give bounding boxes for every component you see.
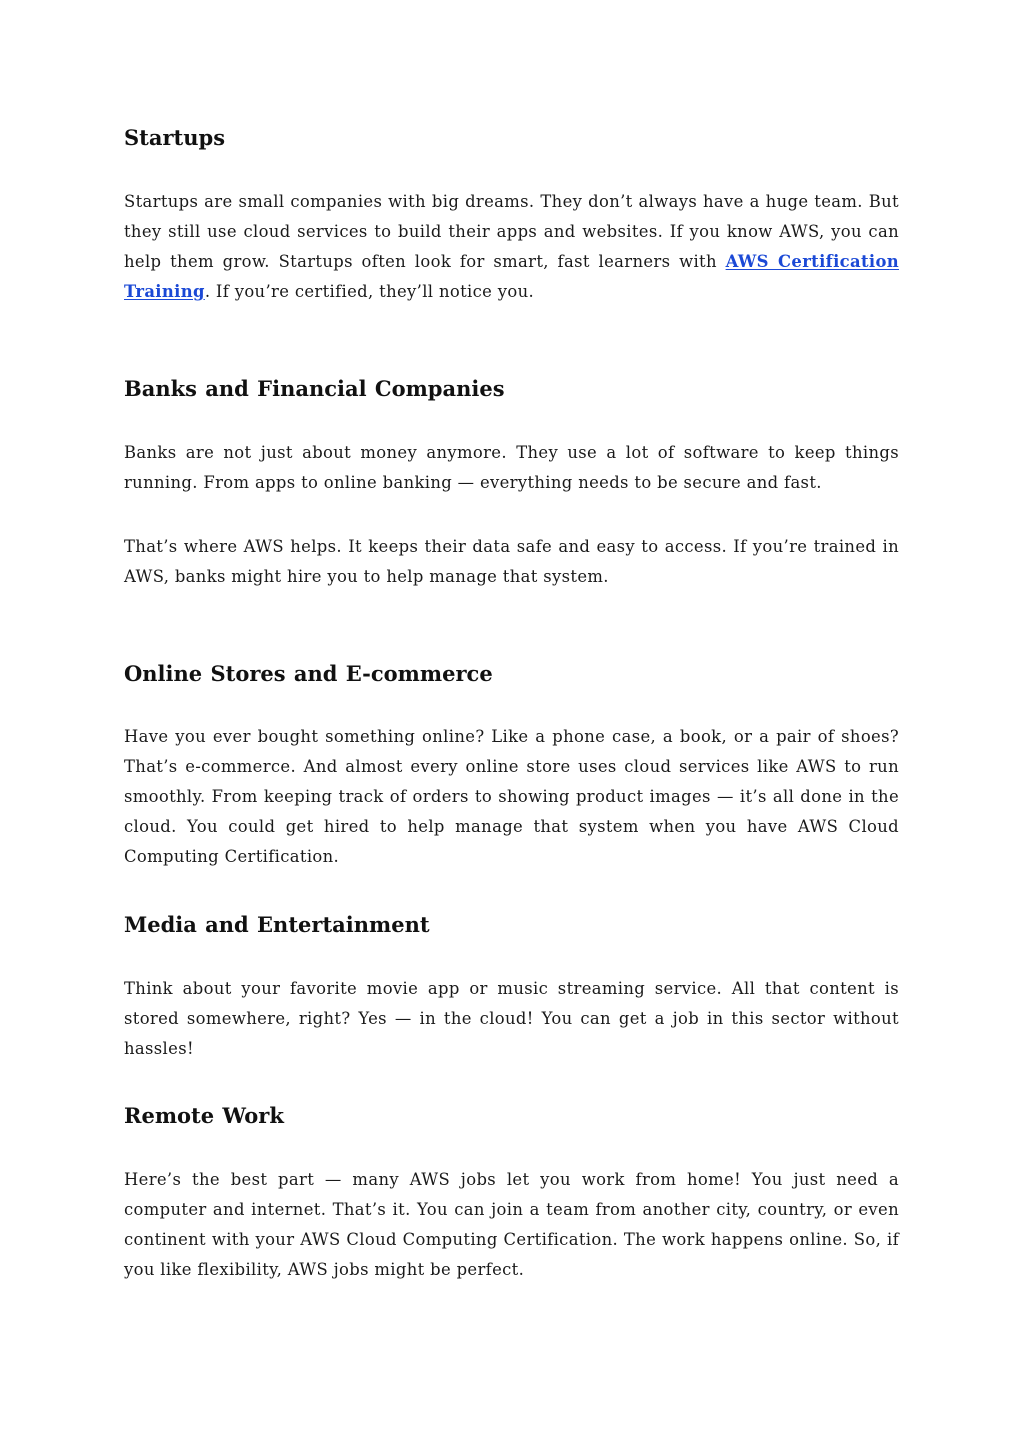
section-paragraph: Banks are not just about money anymore. They use a lot of software to keep things running. From apps to online banking — everything needs to be secure and fast. xyxy=(124,443,899,492)
section-ecommerce xyxy=(124,660,899,872)
section-heading: Remote Work xyxy=(124,1103,284,1128)
section-heading: Online Stores and E-commerce xyxy=(124,661,493,686)
section-paragraph: Here’s the best part — many AWS jobs let you work from home! You just need a computer and internet. That’s it. You can join a team from another city, country, or even continent with your AWS Cloud Computing Certification. The work happens online. So, if you like flexibility, AWS jobs might be perfect. xyxy=(124,1170,899,1279)
section-media xyxy=(124,911,899,1064)
aws-certification-training-link[interactable]: AWS Certification Training xyxy=(124,252,899,301)
section-heading: Media and Entertainment xyxy=(124,912,430,937)
section-paragraph: That’s where AWS helps. It keeps their data safe and easy to access. If you’re trained in AWS, banks might hire you to help manage that system. xyxy=(124,537,899,586)
section-paragraph: Have you ever bought something online? Like a phone case, a book, or a pair of shoes? That’s e-commerce. And almost every online store uses cloud services like AWS to run smoothly. From keeping track of orders to showing product images — it’s all done in the cloud. You could get hired to help manage that system when you have AWS Cloud Computing Certification. xyxy=(124,727,899,866)
section-paragraph: Think about your favorite movie app or music streaming service. All that content is stored somewhere, right? Yes — in the cloud! You can get a job in this sector without hassles! xyxy=(124,979,899,1058)
section-remote-work xyxy=(124,1102,899,1285)
section-paragraph xyxy=(124,187,899,307)
paragraph-text: Startups are small companies with big dreams. They don’t always have a huge team. But they still use cloud services to build their apps and websites. If you know AWS, you can help them grow. Startups often look for smart, fast learners with xyxy=(124,192,899,271)
paragraph-text: . If you’re certified, they’ll notice you. xyxy=(204,282,535,301)
section-heading: Banks and Financial Companies xyxy=(124,376,505,401)
section-heading: Startups xyxy=(124,125,226,150)
section-banks xyxy=(124,375,899,592)
section-startups xyxy=(124,124,899,307)
